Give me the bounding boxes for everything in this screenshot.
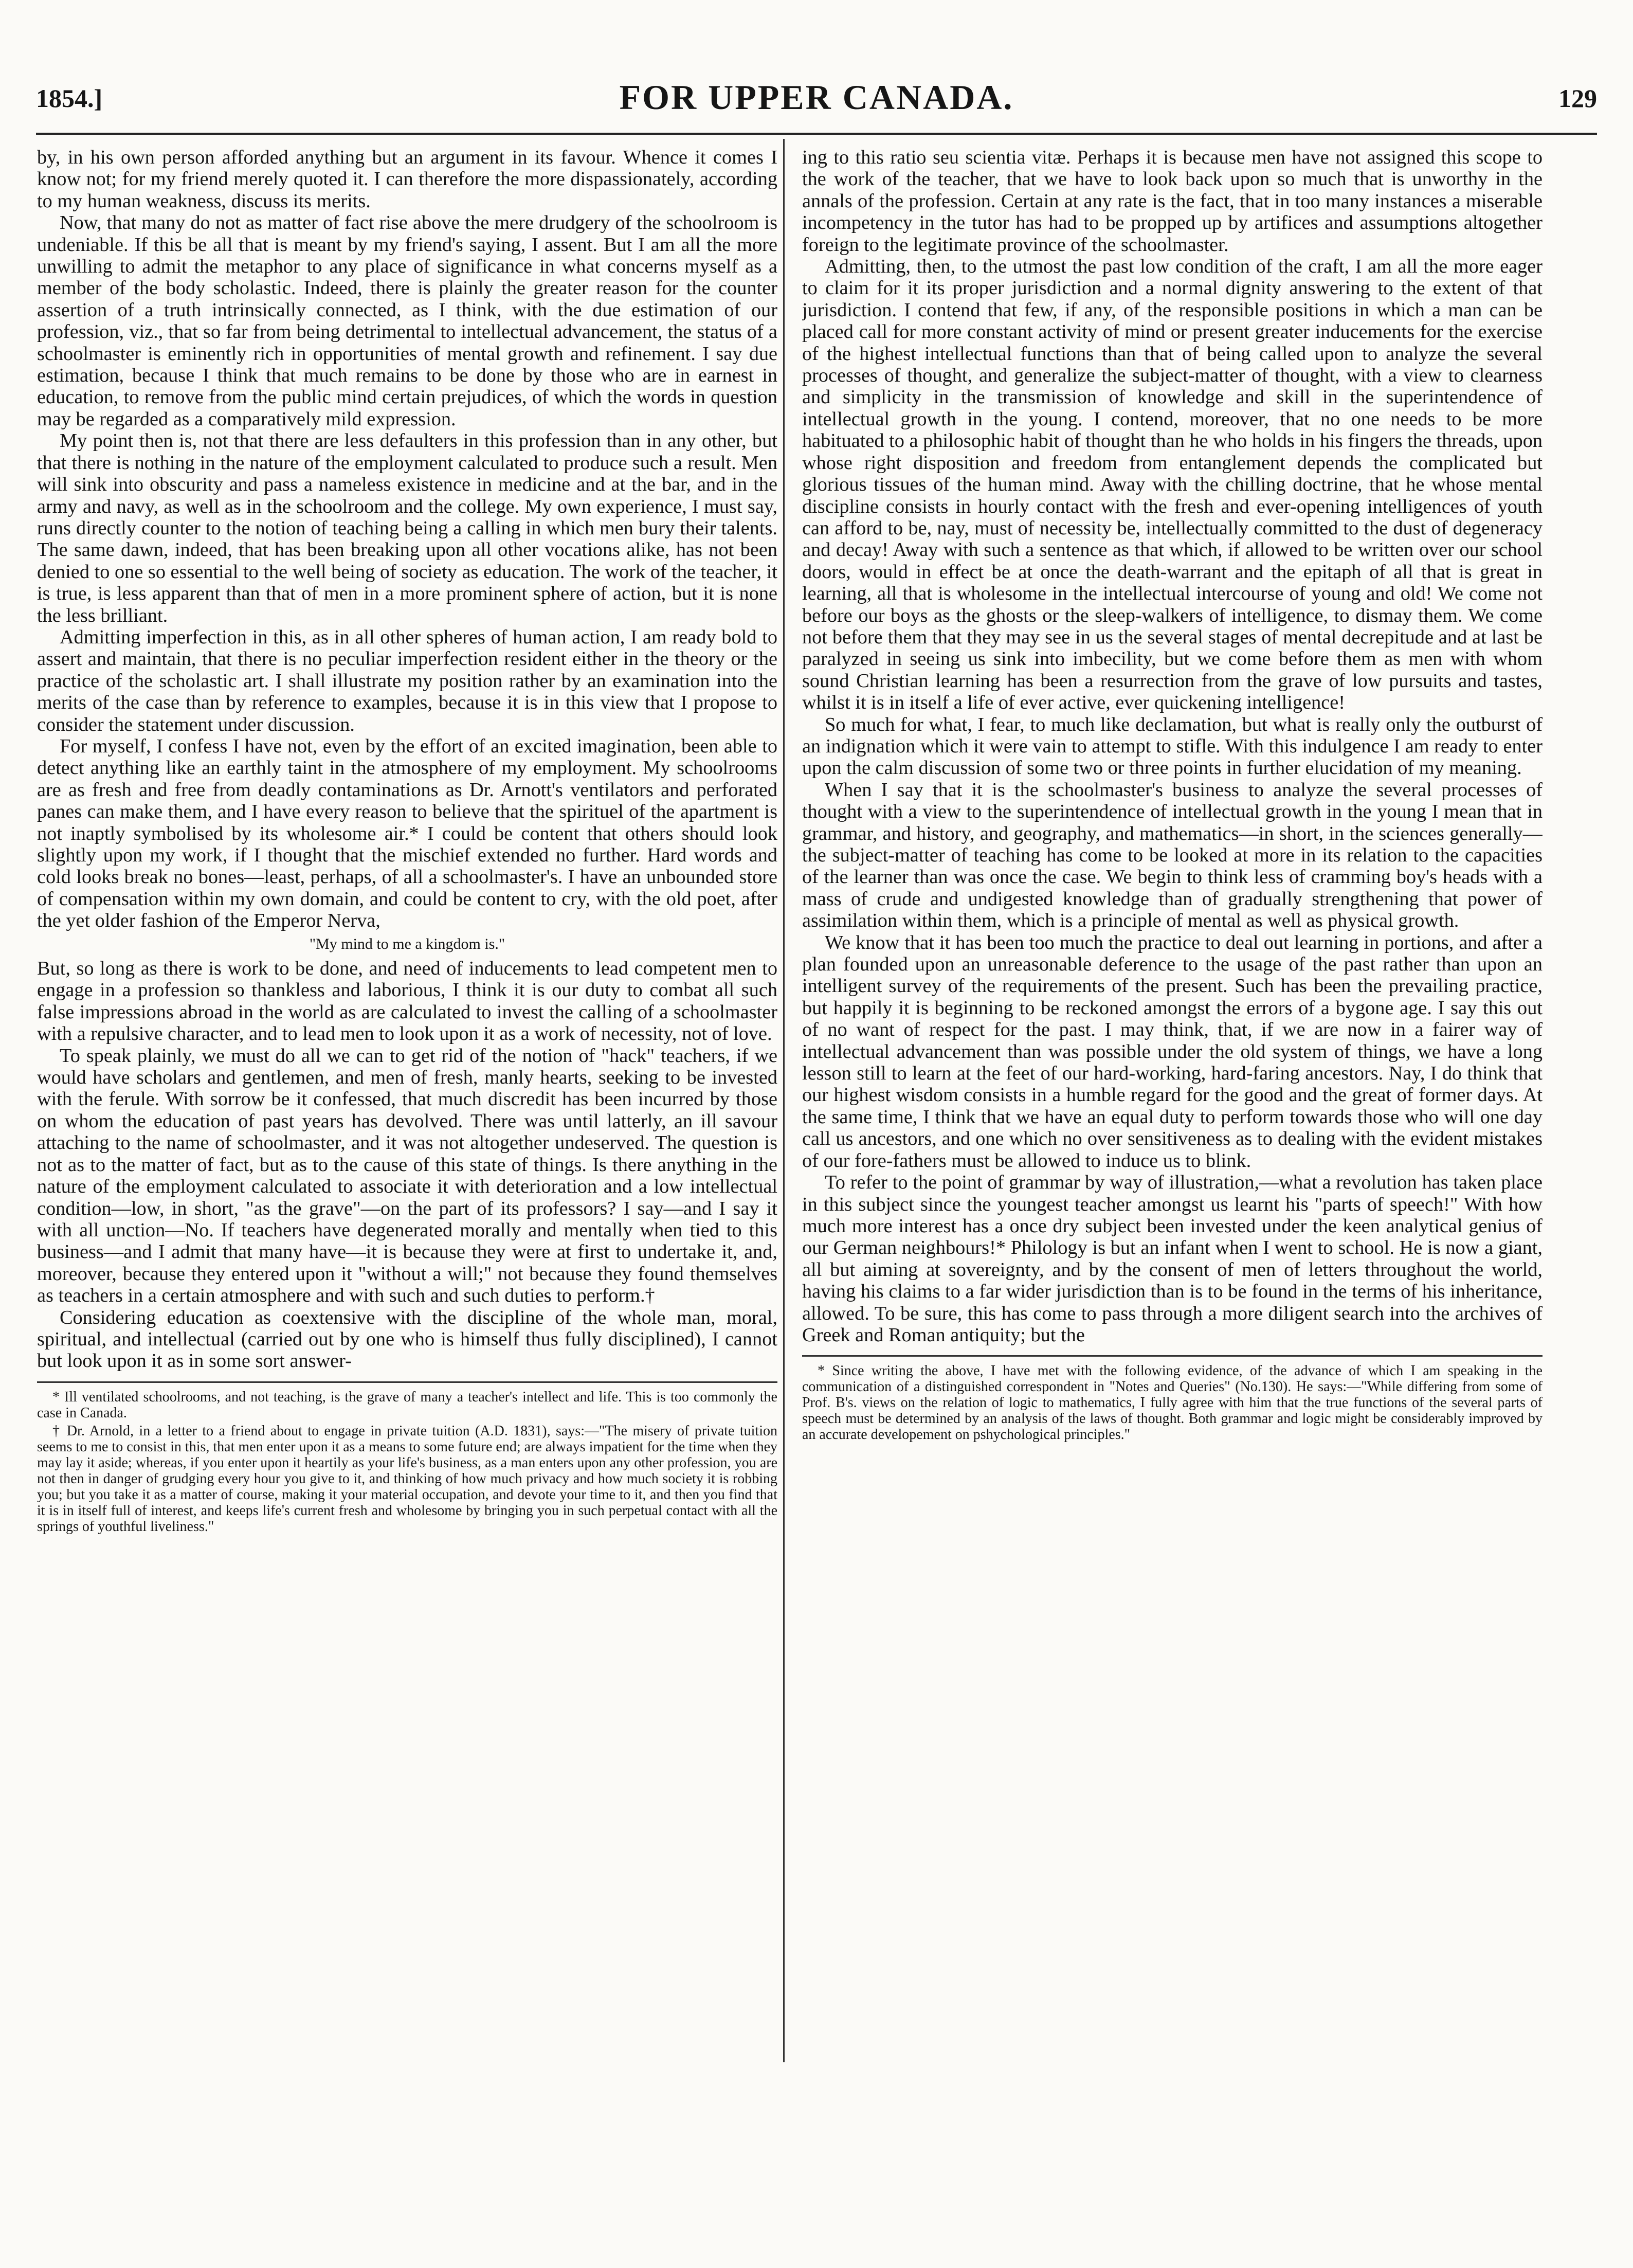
paragraph: My point then is, not that there are less defaulters in this profession than in any other, but that there is nothing in the nature of the employment calculated to produce such a result. Men will sink into obscurity and pass a nameless existence in medicine and at the bar, and in the army and navy, as well as in the schoolroom and the college. My own experience, I must say, runs directly counter to the notion of teaching being a calling in which men bury their talents. The same dawn, indeed, that has been breaking upon all other vocations alike, has not been denied to one so essential to the well being of society as education. The work of the teacher, it is true, is less apparent than that of men in a more prominent sphere of action, but it is none the less brilliant. bbox=[37, 430, 777, 626]
paragraph: So much for what, I fear, to much like declamation, but what is really only the outburst of an indignation which it were vain to attempt to stifle. With this indulgence I am ready to enter upon the calm discussion of some two or three points in further elucidation of my meaning. bbox=[802, 713, 1543, 779]
paragraph: But, so long as there is work to be done, and need of inducements to lead competent men to engage in a profession so thankless and laborious, I think it is our duty to combat all such false impressions abroad in the world as are calculated to invest the calling of a schoolmaster with a repulsive character, and to lead men to look upon it as a work of necessity, not of love. bbox=[37, 958, 777, 1045]
header-year: 1854.] bbox=[36, 84, 103, 113]
paragraph: ing to this ratio seu scientia vitæ. Perhaps it is because men have not assigned this scope to the work of the teacher, that we have to look back upon so much that is unworthy in the annals of the profession. Certain at any rate is the fact, that in too many instances a miserable incompetency in the tutor has had to be propped up by artifices and assumptions altogether foreign to the legitimate province of the schoolmaster. bbox=[802, 147, 1543, 256]
left-column bbox=[37, 147, 777, 2044]
right-column bbox=[802, 147, 1543, 2044]
paragraph: For myself, I confess I have not, even by the effort of an excited imagination, been able to detect anything like an earthly taint in the atmosphere of my employment. My schoolrooms are as fresh and free from deadly contaminations as Dr. Arnott's ventilators and perforated panes can make them, and I have every reason to believe that the spirituel of the apartment is not inaptly symbolised by its wholesome air.* I could be content that others should look slightly upon my work, if I thought that the mischief extended no further. Hard words and cold looks break no bones—least, perhaps, of all a schoolmaster's. I have an unbounded store of compensation within my own domain, and could be content to cry, with the old poet, after the yet older fashion of the Emperor Nerva, bbox=[37, 735, 777, 932]
column-divider bbox=[783, 139, 785, 2062]
footnotes bbox=[802, 1363, 1543, 1443]
footnote: * Ill ventilated schoolrooms, and not teaching, is the grave of many a teacher's intellect and life. This is too commonly the case in Canada. bbox=[37, 1389, 777, 1421]
paragraph: Admitting imperfection in this, as in all other spheres of human action, I am ready bold to assert and maintain, that there is no peculiar imperfection resident either in the theory or the practice of the scholastic art. I shall illustrate my position rather by an examination into the merits of the case than by reference to examples, because it is in this view that I propose to consider the statement under discussion. bbox=[37, 626, 777, 735]
paragraph: To speak plainly, we must do all we can to get rid of the notion of "hack" teachers, if we would have scholars and gentlemen, and men of fresh, manly hearts, seeking to be invested with the ferule. With sorrow be it confessed, that much discredit has been incurred by those on whom the education of past years has devolved. There was until latterly, an ill savour attaching to the name of schoolmaster, and it was not altogether undeserved. The question is not as to the matter of fact, but as to the cause of this state of things. Is there anything in the nature of the employment calculated to associate it with deterioration and a low intellectual condition—low, in short, "as the grave"—on the part of its professors? I say—and I say it with all unction—No. If teachers have degenerated morally and mentally when tied to this business—and I admit that many have—it is because they were at first to undertake it, and, moreover, because they entered upon it "without a will;" not because they found themselves as teachers in a certain atmosphere and with such and such duties to perform.† bbox=[37, 1045, 777, 1307]
verse-quote: "My mind to me a kingdom is." bbox=[309, 935, 505, 952]
footnote-rule bbox=[802, 1355, 1543, 1357]
footnotes bbox=[37, 1389, 777, 1535]
paragraph: Admitting, then, to the utmost the past low condition of the craft, I am all the more eager to claim for it its proper jurisdiction and a normal dignity answering to the extent of that jurisdiction. I contend that few, if any, of the responsible positions in which a man can be placed call for more constant activity of mind or present greater inducements for the exercise of the highest intellectual functions than that of being called upon to analyze the several processes of thought, and generalize the subject-matter of thought, with a view to clearness and simplicity in the transmission of knowledge and skill in the superintendence of intellectual growth in the young. I contend, moreover, that no one needs to be more habituated to a philosophic habit of thought than he who holds in his fingers the threads, upon whose right disposition and freedom from entanglement depends the complicated but glorious tissues of the human mind. Away with the chilling doctrine, that he whose mental discipline consists in hourly contact with the fresh and ever-opening intelligences of youth can afford to be, nay, must of necessity be, intellectually committed to the dust of degeneracy and decay! Away with such a sentence as that which, if allowed to be written over our school doors, would in effect be at once the death-warrant and the epitaph of all that is great in learning, all that is wholesome in the intellectual intercourse of young and old! We come not before our boys as the ghosts or the sleep-walkers of intelligence, to dismay them. We come not before them that they may see in us the several stages of mental decrepitude and at last be paralyzed in seeing us sink into imbecility, but we come before them as men with whom sound Christian learning has been a resurrection from the grave of low pursuits and tastes, whilst it is in itself a life of ever active, ever quickening intelligence! bbox=[802, 256, 1543, 714]
paragraph: When I say that it is the schoolmaster's business to analyze the several processes of thought with a view to the superintendence of intellectual growth in the young I mean that in grammar, and history, and geography, and mathematics—in short, in the sciences generally—the subject-matter of teaching has come to be looked at more in its relation to the capacities of the learner than was once the case. We begin to think less of cramming boy's heads with a mass of crude and undigested knowledge than of gradually strengthening that power of assimilation within them, which is a principle of mental as well as physical growth. bbox=[802, 779, 1543, 932]
paragraph: To refer to the point of grammar by way of illustration,—what a revolution has taken place in this subject since the youngest teacher amongst us learnt his "parts of speech!" With how much more interest has a once dry subject been invested under the keen analytical genius of our German neighbours!* Philology is but an infant when I went to school. He is now a giant, all but aiming at sovereignty, and by the consent of men of letters throughout the world, having his claims to a far wider jurisdiction than is to be found in the terms of his inheritance, allowed. To be sure, this has come to pass through a more diligent search into the archives of Greek and Roman antiquity; but the bbox=[802, 1172, 1543, 1346]
paragraph: Considering education as coextensive with the discipline of the whole man, moral, spiritual, and intellectual (carried out by one who is himself thus fully disciplined), I cannot but look upon it as in some sort answer- bbox=[37, 1306, 777, 1372]
footnote: * Since writing the above, I have met with the following evidence, of the advance of which I am speaking in the communication of a distinguished correspondent in "Notes and Queries" (No.130). He says:—"While differing from some of Prof. B's. views on the relation of logic to mathematics, I fully agree with him that the true functions of the several parts of speech must be determined by an analysis of the laws of thought. Both grammar and logic might be considerably improved by an accurate developement on pshychological principles." bbox=[802, 1363, 1543, 1443]
header-title: FOR UPPER CANADA. bbox=[619, 78, 1014, 117]
header-rule bbox=[36, 133, 1597, 135]
page-number: 129 bbox=[1558, 84, 1597, 113]
paragraph: We know that it has been too much the practice to deal out learning in portions, and after a plan founded upon an unreasonable deference to the usage of the past rather than upon an intelligent survey of the requirements of the present. Such has been the prevailing practice, but happily it is beginning to be reckoned amongst the errors of a bygone age. I say this out of no want of respect for the past. I may think, that, if we are now in a fairer way of intellectual advancement than was possible under the old system of things, we have a long lesson still to learn at the feet of our hard-working, hard-faring ancestors. Nay, I do think that our highest wisdom consists in a humble regard for the good and the great of former days. At the same time, I think that we have an equal duty to perform towards those who will one day call us ancestors, and one which no over sensitiveness as to dealing with the evident mistakes of our fore-fathers must be allowed to induce us to blink. bbox=[802, 931, 1543, 1172]
paragraph: by, in his own person afforded anything but an argument in its favour. Whence it comes I know not; for my friend merely quoted it. I can therefore the more dispassionately, according to my human weakness, discuss its merits. bbox=[37, 147, 777, 212]
footnote-rule bbox=[37, 1381, 777, 1383]
paragraph: Now, that many do not as matter of fact rise above the mere drudgery of the schoolroom is undeniable. If this be all that is meant by my friend's saying, I assent. But I am all the more unwilling to admit the metaphor to any place of significance in what concerns myself as a member of the body scholastic. Indeed, there is plainly the greater reason for the counter assertion of a truth intrinsically connected, as I think, with the due estimation of our profession, viz., that so far from being detrimental to intellectual advancement, the status of a schoolmaster is eminently rich in opportunities of mental growth and refinement. I say due estimation, because I think that much remains to be done by those who are in earnest in education, to remove from the public mind certain prejudices, of which the words in question may be regarded as a comparatively mild expression. bbox=[37, 212, 777, 430]
page-header bbox=[36, 77, 1597, 129]
footnote: † Dr. Arnold, in a letter to a friend about to engage in private tuition (A.D. 1831), says:—"The misery of private tuition seems to me to consist in this, that men enter upon it as a means to some future end; are always impatient for the time when they may lay it aside; whereas, if you enter upon it heartily as your life's business, as a man enters upon any other profession, you are not then in danger of grudging every hour you give to it, and thinking of how much privacy and how much society it is robbing you; but you take it as a matter of course, making it your material occupation, and devote your time to it, and then you find that it is in itself full of interest, and keeps life's current fresh and wholesome by bringing you in such perpetual contact with all the springs of youthful liveliness." bbox=[37, 1423, 777, 1535]
